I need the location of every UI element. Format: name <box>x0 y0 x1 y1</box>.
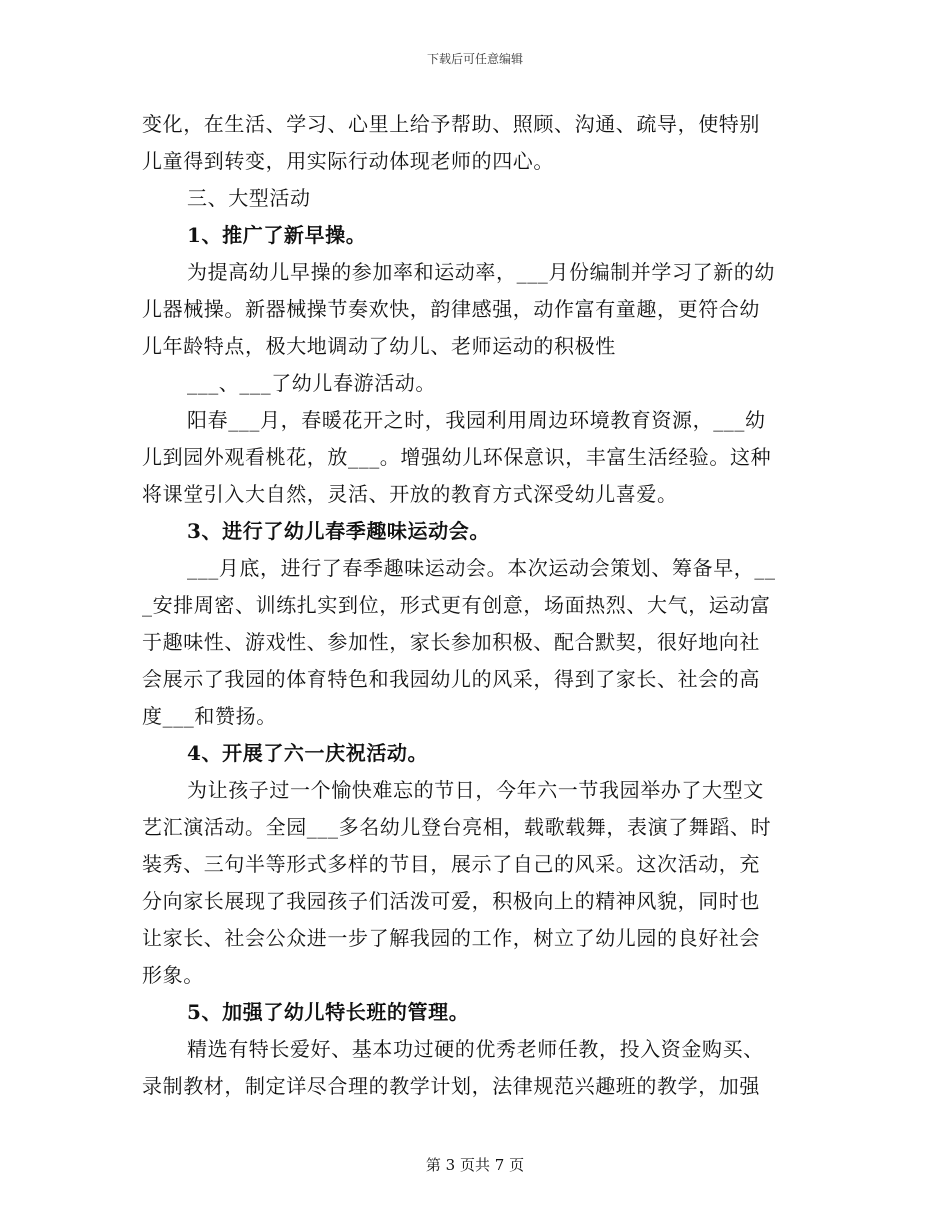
body-text-line: 录制教材，制定详尽合理的教学计划，法律规范兴趣班的教学，加强 <box>142 1074 760 1098</box>
body-text-line: 儿年龄特点，极大地调动了幼儿、老师运动的积极性 <box>142 334 616 358</box>
body-text-line: 将课堂引入大自然，灵活、开放的教育方式深受幼儿喜爱。 <box>142 482 678 506</box>
subheading: 1、推广了新早操。 <box>187 223 367 247</box>
body-text-line: ___、___了幼儿春游活动。 <box>187 371 436 395</box>
body-text-line: 艺汇演活动。全园___多名幼儿登台亮相，载歌载舞，表演了舞蹈、时 <box>142 815 772 839</box>
section-heading: 三、大型活动 <box>187 186 311 210</box>
body-text-line: 度___和赞扬。 <box>142 704 277 728</box>
body-text-line: 让家长、社会公众进一步了解我园的工作，树立了幼儿园的良好社会 <box>142 926 760 950</box>
body-text-line: 儿到园外观看桃花，放___。增强幼儿环保意识，丰富生活经验。这种 <box>142 445 772 469</box>
document-body <box>142 106 810 1105</box>
body-text-line: 儿童得到转变，用实际行动体现老师的四心。 <box>142 149 554 173</box>
body-text-line: 会展示了我园的体育特色和我园幼儿的风采，得到了家长、社会的高 <box>142 667 760 691</box>
body-text-line: _安排周密、训练扎实到位，形式更有创意，场面热烈、大气，运动富 <box>142 593 771 617</box>
subheading: 5、加强了幼儿特长班的管理。 <box>187 1000 470 1024</box>
body-text-line: 为提高幼儿早操的参加率和运动率，___月份编制并学习了新的幼 <box>187 260 775 284</box>
body-text-line: 装秀、三句半等形式多样的节目，展示了自己的风采。这次活动，充 <box>142 852 760 876</box>
body-text-line: 分向家长展现了我园孩子们活泼可爱，积极向上的精神风貌，同时也 <box>142 889 760 913</box>
page-header: 下载后可任意编辑 <box>426 52 523 66</box>
body-text-line: 于趣味性、游戏性、参加性，家长参加积极、配合默契，很好地向社 <box>142 630 760 654</box>
body-text-line: 形象。 <box>142 963 204 987</box>
body-text-line: 精选有特长爱好、基本功过硬的优秀老师任教，投入资金购买、 <box>187 1037 764 1061</box>
body-text-line: 为让孩子过一个愉快难忘的节日，今年六一节我园举办了大型文 <box>187 778 764 802</box>
body-text-line: ___月底，进行了春季趣味运动会。本次运动会策划、筹备早，__ <box>187 556 776 580</box>
body-text-line: 儿器械操。新器械操节奏欢快，韵律感强，动作富有童趣，更符合幼 <box>142 297 760 321</box>
page-footer: 第 3 页共 7 页 <box>425 1156 525 1174</box>
subheading: 3、进行了幼儿春季趣味运动会。 <box>187 519 490 543</box>
body-text-line: 变化，在生活、学习、心里上给予帮助、照顾、沟通、疏导，使特别 <box>142 112 760 136</box>
subheading: 4、开展了六一庆祝活动。 <box>187 741 429 765</box>
body-text-line: 阳春___月，春暖花开之时，我园利用周边环境教育资源，___幼 <box>187 408 766 432</box>
